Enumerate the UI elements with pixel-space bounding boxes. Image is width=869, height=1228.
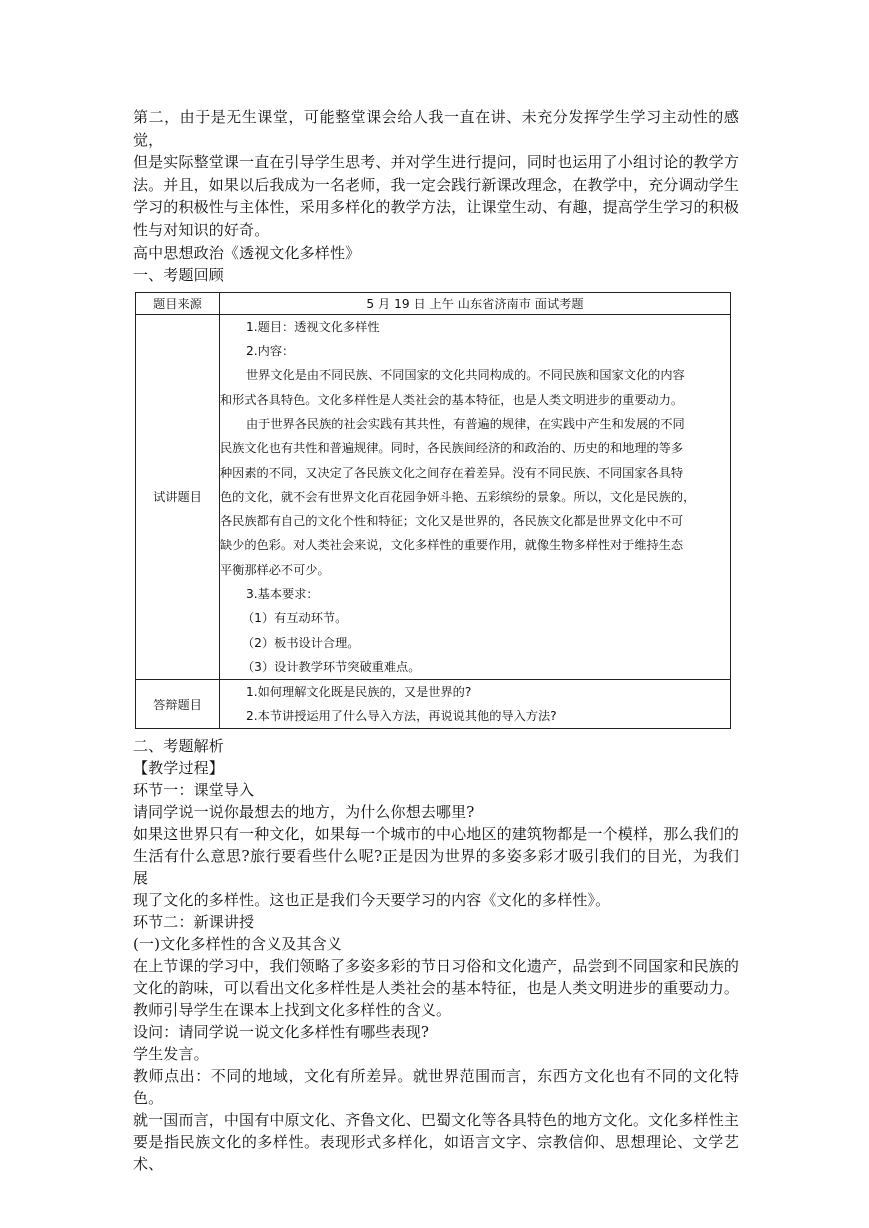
content-para2-line: 种因素的不同，又决定了各民族文化之间存在着差异。没有不同民族、不同国家各具特 (220, 465, 684, 480)
requirement-item: （3）设计教学环节突破重难点。 (242, 659, 421, 674)
intro-paragraph (133, 106, 739, 242)
source-label: 题目来源 (136, 292, 220, 314)
step2-para-line: 教师引导学生在课本上找到文化多样性的含义。 (133, 1001, 452, 1020)
step2-para-line: 文化的韵味，可以看出文化多样性是人类社会的基本特征，也是人类文明进步的重要动力。 (133, 979, 740, 998)
content-para2-line: 平衡那样必不可少。 (220, 562, 330, 577)
defense-content (220, 680, 731, 729)
step1-para-line: 生活有什么意思?旅行要看些什么呢?正是因为世界的多姿多彩才吸引我们的目光，为我们展 (133, 847, 739, 888)
student-line: 学生发言。 (133, 1045, 209, 1064)
step1-para-line: 现了文化的多样性。这也正是我们今天要学习的内容《文化的多样性》。 (133, 891, 611, 910)
intro-line: 但是实际整堂课一直在引导学生思考、并对学生进行提问，同时也运用了小组讨论的教学方 (133, 153, 740, 172)
source-value: 5 月 19 日 上午 山东省济南市 面试考题 (220, 292, 731, 314)
section1-heading: 一、考题回顾 (133, 266, 224, 285)
process-heading: 【教学过程】 (133, 759, 224, 778)
content-heading: 2.内容： (246, 344, 295, 359)
step1-para-line: 如果这世界只有一种文化，如果每一个城市的中心地区的建筑物都是一个模样，那么我们的 (133, 825, 740, 844)
content-para2-line: 民族文化也有共性和普遍规律。同时，各民族间经济的和政治的、历史的和地理的等多 (220, 441, 684, 456)
content-para2-line: 各民族都有自己的文化个性和特征；文化又是世界的，各民族文化都是世界文化中不可 (220, 514, 684, 529)
teacher-line: 就一国而言，中国有中原文化、齐鲁文化、巴蜀文化等各具特色的地方文化。文化多样性主 (133, 1111, 740, 1130)
intro-line: 性与对知识的好奇。 (133, 220, 270, 239)
lecture-label: 试讲题目 (136, 314, 220, 679)
content-para2-line: 由于世界各民族的社会实践有其共性，有普遍的规律，在实践中产生和发展的不同 (246, 416, 685, 431)
intro-line: 法。并且，如果以后我成为一名老师，我一定会践行新课改理念，在教学中，充分调动学生 (133, 175, 740, 194)
table-row-defense (136, 680, 731, 729)
defense-question: 1.如何理解文化既是民族的，又是世界的? (246, 685, 472, 700)
defense-question: 2.本节讲授运用了什么导入方法，再说说其他的导入方法? (246, 709, 557, 724)
step1-question: 请同学说一说你最想去的地方，为什么你想去哪里? (133, 803, 475, 822)
step2-heading: 环节二：新课讲授 (133, 913, 255, 932)
teacher-line: 要是指民族文化的多样性。表现形式多样化，如语言文字、宗教信仰、思想理论、文学艺术、 (133, 1133, 739, 1174)
course-title: 高中思想政治《透视文化多样性》 (133, 243, 361, 262)
teacher-line: 教师点出：不同的地域，文化有所差异。就世界范围而言，东西方文化也有不同的文化特色。 (133, 1067, 739, 1108)
document-page (133, 106, 739, 1175)
intro-line: 学习的积极性与主体性，采用多样化的教学方法，让课堂生动、有趣，提高学生学习的积极 (133, 198, 740, 217)
content-para2-line: 缺少的色彩。对人类社会来说，文化多样性的重要作用，就像生物多样性对于维持生态 (220, 538, 684, 553)
step2-para-line: 在上节课的学习中，我们领略了多姿多彩的节日习俗和文化遗产，品尝到不同国家和民族的 (133, 957, 740, 976)
intro-line: 第二，由于是无生课堂，可能整堂课会给人我一直在讲、未充分发挥学生学习主动性的感觉， (133, 108, 739, 149)
table-row-lecture (136, 314, 731, 679)
content-para1-line: 和形式各具特色。文化多样性是人类社会的基本特征，也是人类文明进步的重要动力。 (220, 392, 684, 407)
subsection1-heading: (一)文化多样性的含义及其含义 (133, 935, 342, 954)
requirements-heading: 3.基本要求： (246, 587, 319, 602)
requirement-item: （2）板书设计合理。 (242, 635, 360, 650)
question-line: 设问：请同学说一说文化多样性有哪些表现? (133, 1023, 430, 1042)
defense-label: 答辩题目 (136, 680, 220, 729)
lecture-content (220, 314, 731, 679)
section2-heading: 二、考题解析 (133, 737, 224, 756)
lecture-topic: 1.题目：透视文化多样性 (246, 319, 380, 334)
requirement-item: （1）有互动环节。 (242, 611, 348, 626)
exam-table (135, 292, 731, 729)
table-row-source (136, 292, 731, 314)
content-para1-line: 世界文化是由不同民族、不同国家的文化共同构成的。不同民族和国家文化的内容 (246, 368, 685, 383)
step1-heading: 环节一：课堂导入 (133, 781, 255, 800)
content-para2-line: 色的文化，就不会有世界文化百花园争妍斗艳、五彩缤纷的景象。所以，文化是民族的， (220, 489, 696, 504)
